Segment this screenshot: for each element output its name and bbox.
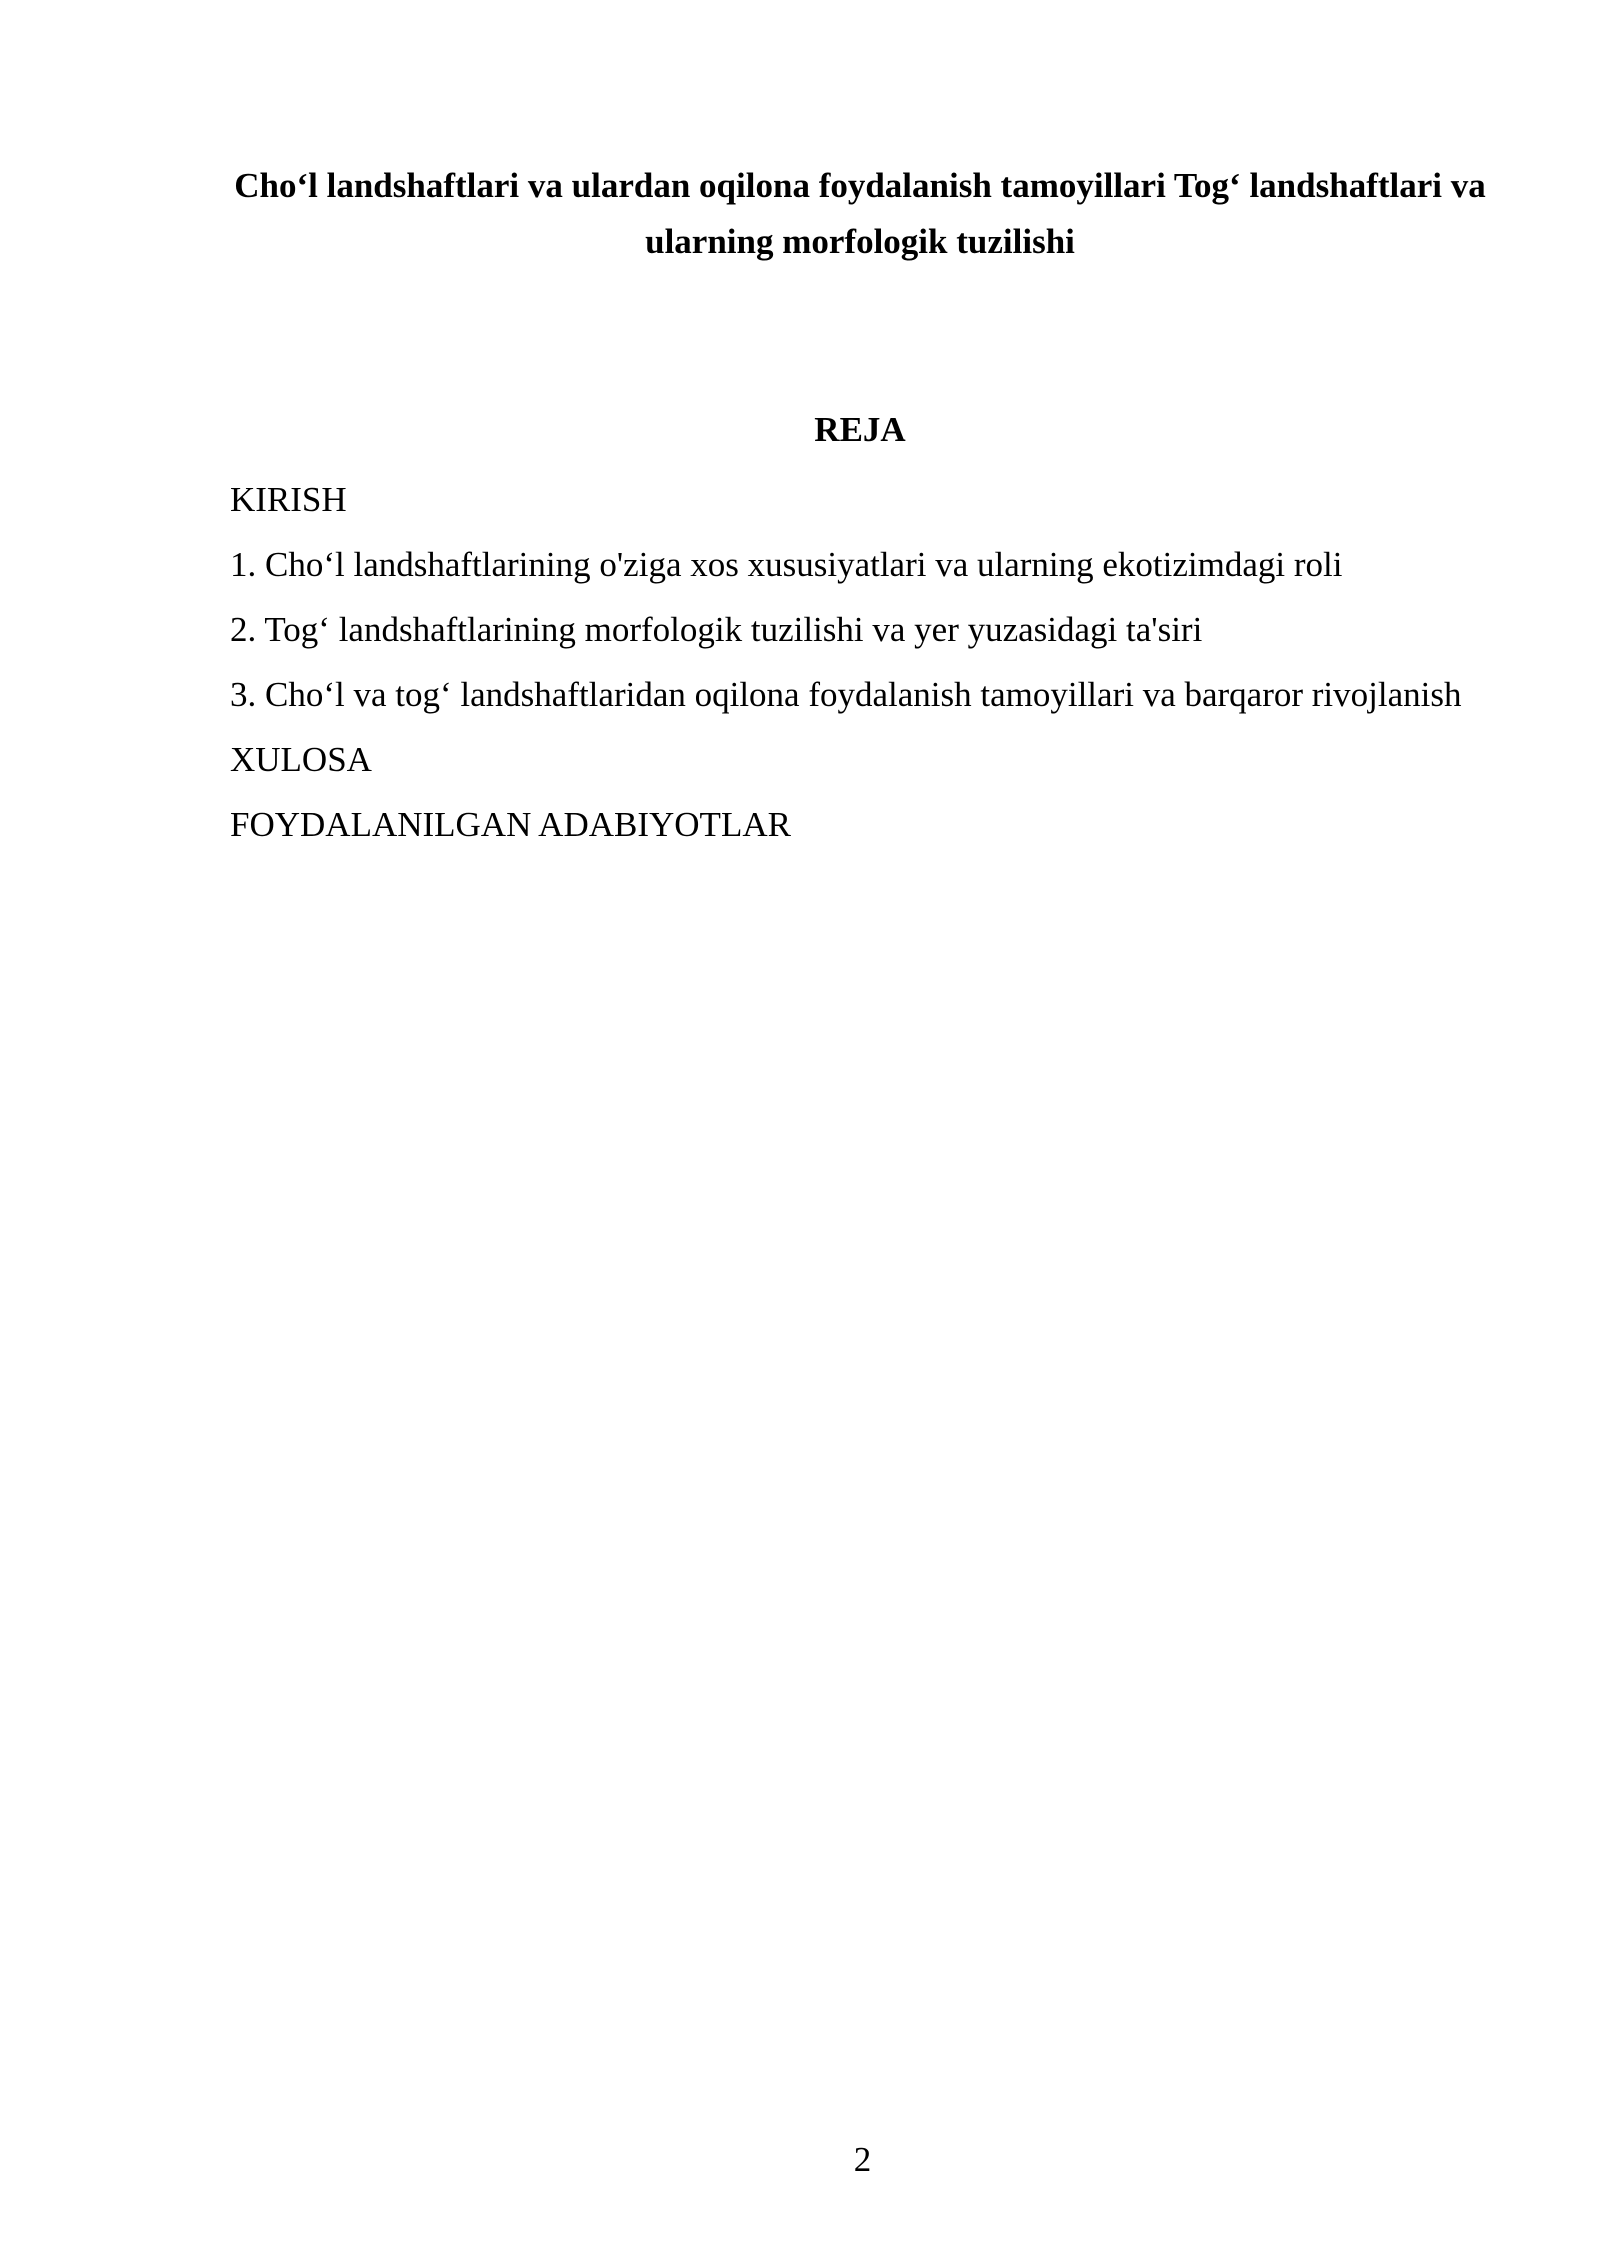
- plan-item-3: 3. Cho‘l va tog‘ landshaftlaridan oqilona foydalanish tamoyillari va barqaror rivojlanish: [230, 675, 1462, 714]
- plan-item-conclusion: XULOSA: [230, 740, 372, 779]
- plan-item-2: 2. Tog‘ landshaftlarining morfologik tuzilishi va yer yuzasidagi ta'siri: [230, 610, 1203, 649]
- plan-item-references: FOYDALANILGAN ADABIYOTLAR: [230, 805, 791, 844]
- plan-list: [230, 472, 1490, 862]
- plan-item-introduction: KIRISH: [230, 480, 347, 519]
- page-number: 2: [853, 2140, 872, 2179]
- plan-item-1: 1. Cho‘l landshaftlarining o'ziga xos xususiyatlari va ularning ekotizimdagi roli: [230, 545, 1343, 584]
- document-title: Cho‘l landshaftlari va ulardan oqilona foydalanish tamoyillari Tog‘ landshaftlari va ularning morfologik tuzilishi: [234, 166, 1486, 261]
- plan-heading: REJA: [814, 410, 906, 449]
